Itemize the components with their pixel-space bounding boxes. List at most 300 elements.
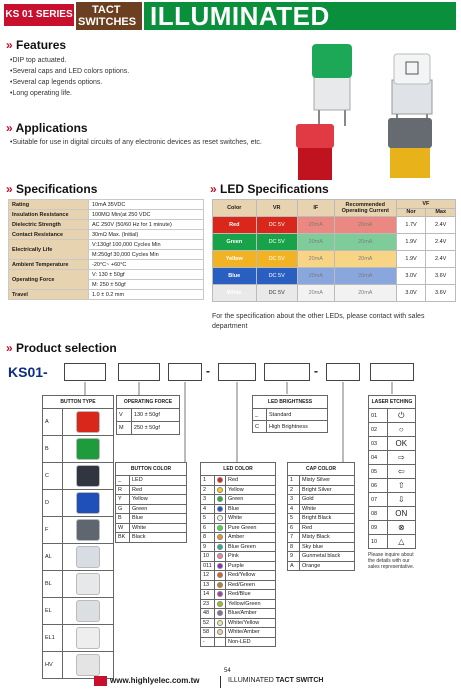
led-swatch [215, 476, 226, 486]
led-rec-cell: 20mA [334, 285, 396, 302]
code: 4 [201, 504, 215, 514]
table-row [201, 618, 276, 628]
laser-symbol: ⊗ [387, 521, 415, 535]
button-image [76, 600, 100, 622]
led-max-cell: 2.4V [426, 251, 456, 268]
led-vr-cell: DC 5V [256, 234, 297, 251]
table-row [117, 422, 180, 435]
code: 9 [201, 542, 215, 552]
value: Red/Blue [226, 590, 276, 600]
spec-key: Electrically Life [9, 240, 89, 260]
list-item: • Several caps and LED colors options. [10, 66, 210, 77]
laser-symbol: ⇦ [387, 465, 415, 479]
button-type-title: BUTTON TYPE [43, 396, 114, 409]
laser-symbol: ○ [387, 423, 415, 437]
code: 6 [288, 523, 300, 533]
button-type-code: D [43, 490, 63, 517]
green-switch-photo [312, 44, 352, 126]
button-type-image [63, 409, 114, 436]
cap-color-title: CAP COLOR [288, 463, 355, 476]
code: 23 [201, 599, 215, 609]
code: G [116, 504, 130, 514]
led-vr-cell: DC 5V [256, 268, 297, 285]
led-color-table [200, 462, 276, 647]
value: Pure Green [226, 523, 276, 533]
laser-code: 09 [369, 521, 388, 535]
spec-key: Ambient Temperature [9, 260, 89, 270]
table-row [201, 609, 276, 619]
button-image [76, 573, 100, 595]
led-nor-cell: 3.0V [396, 285, 426, 302]
value: Red [300, 523, 355, 533]
table-row [43, 544, 114, 571]
table-row [9, 260, 204, 270]
laser-symbol: ⇨ [387, 451, 415, 465]
led-dot-icon [217, 496, 223, 502]
table-row [369, 479, 416, 493]
button-type-image [63, 463, 114, 490]
led-dot-icon [217, 544, 223, 550]
value: Green [130, 504, 187, 514]
button-color-table [115, 462, 187, 543]
button-type-image [63, 652, 114, 679]
value: White/Yellow [226, 618, 276, 628]
value: Black [130, 533, 187, 543]
tact-switches-label [76, 2, 142, 30]
col-header: Color [213, 200, 257, 217]
led-swatch [215, 599, 226, 609]
table-row [116, 476, 187, 486]
led-swatch [215, 523, 226, 533]
table-row [201, 599, 276, 609]
table-row [369, 409, 416, 423]
led-swatch [215, 552, 226, 562]
table-row [369, 493, 416, 507]
table-row [201, 476, 276, 486]
value: Blue Green [226, 542, 276, 552]
button-image [76, 411, 100, 433]
led-swatch [215, 514, 226, 524]
led-max-cell: 3.6V [426, 268, 456, 285]
table-row [116, 495, 187, 505]
footer-brand-1: ILLUMINATED [228, 677, 274, 684]
button-image [76, 492, 100, 514]
table-row [9, 290, 204, 300]
led-swatch [215, 637, 226, 647]
operating-force-title: OPERATING FORCE [117, 396, 180, 409]
table-row [116, 504, 187, 514]
list-item: • DIP top actuated. [10, 55, 210, 66]
table-row [201, 485, 276, 495]
table-row [369, 423, 416, 437]
col-header: Nor [396, 208, 426, 217]
led-if-cell: 20mA [297, 285, 334, 302]
table-row [369, 437, 416, 451]
code: A [288, 561, 300, 571]
table-row [9, 230, 204, 240]
table-row [201, 495, 276, 505]
white-switch-photo [392, 54, 432, 128]
code: _ [253, 409, 267, 421]
col-header: VF [396, 200, 455, 209]
laser-code: 02 [369, 423, 388, 437]
led-color-title: LED COLOR [201, 463, 276, 476]
led-nor-cell: 3.0V [396, 268, 426, 285]
led-vr-cell: DC 5V [256, 251, 297, 268]
table-row [201, 590, 276, 600]
led-spec-table [212, 199, 456, 302]
value: Bright Black [300, 514, 355, 524]
table-row [116, 514, 187, 524]
laser-symbol: OK [387, 437, 415, 451]
laser-code: 06 [369, 479, 388, 493]
led-dot-icon [217, 620, 223, 626]
led-max-cell: 3.6V [426, 285, 456, 302]
led-note: For the specification about the other LEDs, please contact with sales department [212, 313, 425, 330]
led-swatch [215, 571, 226, 581]
spec-key: Contact Resistance [9, 230, 89, 240]
laser-symbol: ON [387, 507, 415, 521]
spec-key: Dielectric Strength [9, 220, 89, 230]
value: Red [226, 476, 276, 486]
series-badge: KS 01 SERIES [4, 4, 74, 26]
spec-key: Travel [9, 290, 89, 300]
code: 6 [201, 523, 215, 533]
brand-logo [94, 676, 107, 686]
value: Sky blue [300, 542, 355, 552]
spec-value: M:250gf 30,000 Cycles Min [89, 250, 204, 260]
value: Standard [267, 409, 328, 421]
specifications-heading: » Specifications [6, 182, 98, 196]
table-row [116, 533, 187, 543]
table-row [117, 409, 180, 422]
table-row [213, 234, 456, 251]
product-title: Product selection [16, 341, 117, 355]
footer-brand-2: TACT SWITCH [275, 677, 324, 684]
table-row [288, 542, 355, 552]
led-rec-cell: 20mA [334, 234, 396, 251]
led-brightness-table [252, 395, 328, 433]
value: Yellow [226, 485, 276, 495]
laser-etching-table [368, 395, 416, 549]
table-row [201, 637, 276, 647]
led-dot-icon [217, 525, 223, 531]
value: Blue [226, 504, 276, 514]
button-type-code: C [43, 463, 63, 490]
button-image [76, 519, 100, 541]
spec-key: Rating [9, 200, 89, 210]
code: 8 [201, 533, 215, 543]
led-rec-cell: 20mA [334, 217, 396, 234]
code: 8 [288, 542, 300, 552]
code: C [253, 421, 267, 433]
value: White/Amber [226, 628, 276, 638]
col-header: VR [256, 200, 297, 217]
value: Orange [300, 561, 355, 571]
table-row [201, 561, 276, 571]
led-dot-icon [217, 553, 223, 559]
code: BK [116, 533, 130, 543]
button-type-code: HV [43, 652, 63, 679]
button-image [76, 627, 100, 649]
value: Gold [300, 495, 355, 505]
table-row [201, 533, 276, 543]
code: 13 [201, 580, 215, 590]
led-swatch [215, 590, 226, 600]
table-row [201, 552, 276, 562]
code-box-led-color [218, 363, 256, 381]
value: 250 ± 50gf [131, 422, 179, 435]
switches-label: SWITCHES [78, 16, 137, 28]
code: 4 [288, 504, 300, 514]
table-row [201, 580, 276, 590]
value: White [226, 514, 276, 524]
page-number: 54 [224, 668, 231, 674]
list-item: • Long operating life. [10, 88, 210, 99]
code: V [117, 409, 132, 422]
code: 9 [288, 552, 300, 562]
table-row [369, 451, 416, 465]
footer-url: www.highlyelec.com.tw [110, 676, 200, 685]
led-nor-cell: 1.9V [396, 234, 426, 251]
button-type-code: AL [43, 544, 63, 571]
code: 3 [288, 495, 300, 505]
laser-note: Please inquire about the details with our sales representative. [368, 552, 415, 570]
led-color-cell: Green [213, 234, 257, 251]
table-row [43, 652, 114, 679]
button-image [76, 546, 100, 568]
led-swatch [215, 609, 226, 619]
spec-key: Insulation Resistance [9, 210, 89, 220]
features-list [10, 55, 210, 99]
led-color-cell: Red [213, 217, 257, 234]
laser-symbol: ⇧ [387, 479, 415, 493]
led-color-cell: Blue [213, 268, 257, 285]
code: M [117, 422, 132, 435]
led-dot-icon [217, 563, 223, 569]
value: Misty Black [300, 533, 355, 543]
table-row [369, 507, 416, 521]
spec-value: AC 250V (50/60 Hz for 1 minute) [89, 220, 204, 230]
specifications-title: Specifications [16, 182, 98, 196]
code: 1 [288, 476, 300, 486]
button-image [76, 654, 100, 676]
table-row [288, 523, 355, 533]
laser-symbol: △ [387, 535, 415, 549]
led-color-cell: White [213, 285, 257, 302]
code: 2 [288, 485, 300, 495]
led-dot-icon [217, 610, 223, 616]
laser-code: 10 [369, 535, 388, 549]
tact-label: TACT [92, 4, 121, 16]
product-photos [280, 36, 460, 186]
laser-code: 03 [369, 437, 388, 451]
led-dot-icon [217, 506, 223, 512]
features-heading: » Features [6, 38, 67, 52]
separator-dash: - [206, 364, 210, 378]
value: 130 ± 50gf [131, 409, 179, 422]
laser-code: 04 [369, 451, 388, 465]
table-row [9, 200, 204, 210]
led-rec-cell: 20mA [334, 268, 396, 285]
table-row [9, 270, 204, 280]
spec-value: M: 250 ± 50gf [89, 280, 204, 290]
table-row [43, 625, 114, 652]
code: 011 [201, 561, 215, 571]
table-row [43, 517, 114, 544]
spec-value: 1.0 ± 0.2 mm [89, 290, 204, 300]
table-row [288, 552, 355, 562]
table-row [288, 514, 355, 524]
table-row [213, 268, 456, 285]
led-swatch [215, 561, 226, 571]
gray-switch-photo [388, 118, 432, 178]
table-row [43, 490, 114, 517]
features-title: Features [16, 38, 67, 52]
spec-value: V:130gf 100,000 Cycles Min [89, 240, 204, 250]
value: Red/Green [226, 580, 276, 590]
table-row [213, 217, 456, 234]
table-row [253, 409, 328, 421]
led-if-cell: 20mA [297, 251, 334, 268]
led-if-cell: 20mA [297, 234, 334, 251]
led-dot-icon [217, 534, 223, 540]
table-row [201, 523, 276, 533]
spec-table [8, 199, 204, 300]
button-color-title: BUTTON COLOR [116, 463, 187, 476]
applications-heading: » Applications [6, 121, 88, 135]
table-row [201, 542, 276, 552]
table-row [9, 240, 204, 250]
laser-etching-title: LASER ETCHING [369, 396, 416, 409]
code: 3 [201, 495, 215, 505]
model-prefix: KS01- [8, 364, 48, 380]
led-max-cell: 2.4V [426, 217, 456, 234]
led-swatch [215, 628, 226, 638]
code: 5 [288, 514, 300, 524]
value: LED [130, 476, 187, 486]
laser-code: 07 [369, 493, 388, 507]
led-brightness-title: LED BRIGHTNESS [253, 396, 328, 409]
table-row [213, 251, 456, 268]
table-row [288, 561, 355, 571]
code: _ [116, 476, 130, 486]
code: 14 [201, 590, 215, 600]
button-type-image [63, 490, 114, 517]
spec-value: 30mΩ Max. (Initial) [89, 230, 204, 240]
code: 2 [201, 485, 215, 495]
table-row [201, 504, 276, 514]
table-row [288, 476, 355, 486]
illuminated-title: ILLUMINATED [144, 2, 456, 30]
value: Pink [226, 552, 276, 562]
laser-code: 08 [369, 507, 388, 521]
button-type-image [63, 517, 114, 544]
value: Purple [226, 561, 276, 571]
button-type-image [63, 571, 114, 598]
code: B [116, 514, 130, 524]
button-type-image [63, 598, 114, 625]
table-row [288, 533, 355, 543]
value: Blue [130, 514, 187, 524]
led-dot-icon [217, 515, 223, 521]
led-swatch [215, 618, 226, 628]
code: W [116, 523, 130, 533]
led-dot-icon [217, 487, 223, 493]
led-spec-heading: » LED Specifications [210, 182, 329, 196]
laser-symbol: ⇩ [387, 493, 415, 507]
code: 58 [201, 628, 215, 638]
product-heading: » Product selection [6, 341, 117, 355]
table-row [43, 463, 114, 490]
value: Red [130, 485, 187, 495]
table-row [43, 571, 114, 598]
led-dot-icon [217, 572, 223, 578]
table-row [213, 285, 456, 302]
value: Gunmetal black [300, 552, 355, 562]
table-row [116, 485, 187, 495]
spec-value: 100MΩ Min(at 250 VDC [89, 210, 204, 220]
led-swatch [215, 495, 226, 505]
laser-symbol: ⏻ [387, 409, 415, 423]
code: 48 [201, 609, 215, 619]
led-dot-icon [217, 629, 223, 635]
button-type-code: EL1 [43, 625, 63, 652]
led-vr-cell: DC 5V [256, 217, 297, 234]
table-row [288, 485, 355, 495]
table-row [43, 409, 114, 436]
led-color-cell: Yellow [213, 251, 257, 268]
code: 5 [201, 514, 215, 524]
separator-dash: - [314, 364, 318, 378]
value: Misty Silver [300, 476, 355, 486]
code-box-cap-color [326, 363, 360, 381]
red-switch-photo [296, 124, 334, 180]
code-box-led-brightness [264, 363, 310, 381]
value: Bright Silver [300, 485, 355, 495]
table-row [43, 436, 114, 463]
spec-value: -20°C~ +60°C [89, 260, 204, 270]
spec-value: 10mA 35VDC [89, 200, 204, 210]
spec-key: Operating Force [9, 270, 89, 290]
led-if-cell: 20mA [297, 217, 334, 234]
value: Green [226, 495, 276, 505]
led-rec-cell: 20mA [334, 251, 396, 268]
list-item: • Several cap legends options. [10, 77, 210, 88]
led-max-cell: 2.4V [426, 234, 456, 251]
table-row [369, 521, 416, 535]
led-dot-icon [217, 582, 223, 588]
value: Blue/Amber [226, 609, 276, 619]
applications-list [10, 137, 290, 148]
table-row [369, 535, 416, 549]
value: High Brightness [267, 421, 328, 433]
button-type-image [63, 625, 114, 652]
value: White [300, 504, 355, 514]
value: Yellow/Green [226, 599, 276, 609]
value: Non-LED [226, 637, 276, 647]
code: 7 [288, 533, 300, 543]
code: 10 [201, 552, 215, 562]
code-box-button-type [64, 363, 106, 381]
button-type-code: EL [43, 598, 63, 625]
footer-brand [228, 677, 323, 684]
spec-value: V: 130 ± 50gf [89, 270, 204, 280]
button-image [76, 438, 100, 460]
laser-code: 05 [369, 465, 388, 479]
led-spec-title: LED Specifications [220, 182, 329, 196]
table-row [116, 523, 187, 533]
